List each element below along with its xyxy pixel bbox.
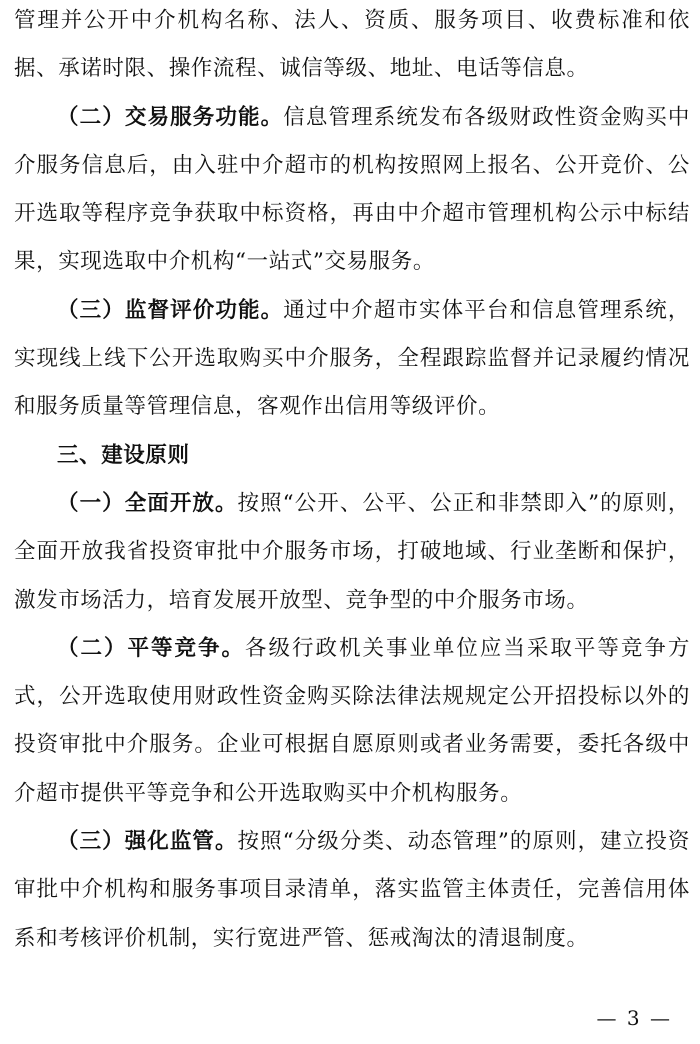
principle-paragraph-open [14,480,690,625]
opening-text: 管理并公开中介机构名称、法人、资质、服务项目、收费标准和依据、承诺时限、操作流程、诚信等级、地址、电话等信息。 [14,8,690,82]
transaction-function-paragraph [14,94,690,287]
supervision-function-body: 通过中介超市实体平台和信息管理系统，实现线上线下公开选取购买中介服务，全程跟踪监督并记录履约情况和服务质量等管理信息，客观作出信用等级评价。 [14,297,690,420]
principle-paragraph-supervision [14,818,690,963]
principle-competition-lead: （二）平等竞争。 [57,635,245,661]
supervision-function-paragraph [14,287,690,432]
principle-open-body: 按照“公开、公平、公正和非禁即入”的原则，全面开放我省投资审批中介服务市场，打破地域、行业垄断和保护，激发市场活力，培育发展开放型、竞争型的中介服务市场。 [14,490,690,613]
page-number: — 3 — [596,1006,672,1030]
transaction-function-body: 信息管理系统发布各级财政性资金购买中介服务信息后，由入驻中介超市的机构按照网上报名、公开竞价、公开选取等程序竞争获取中标资格，再由中介超市管理机构公示中标结果，实现选取中介机构“一站式”交易服务。 [14,104,690,275]
principle-supervision-body: 按照“分级分类、动态管理”的原则，建立投资审批中介机构和服务事项目录清单，落实监管主体责任，完善信用体系和考核评价机制，实行宽进严管、惩戒淘汰的清退制度。 [14,829,690,951]
principle-supervision-lead: （三）强化监管。 [57,829,238,855]
section-heading: 三、建设原则 [57,442,190,468]
document-page [14,0,690,963]
principle-open-lead: （一）全面开放。 [57,490,238,516]
opening-paragraph [14,0,690,94]
transaction-function-lead: （二）交易服务功能。 [57,104,284,130]
principle-paragraph-competition [14,625,690,818]
supervision-function-lead: （三）监督评价功能。 [57,297,284,323]
principle-competition-body: 各级行政机关事业单位应当采取平等竞争方式，公开选取使用财政性资金购买除法律法规规定公开招投标以外的投资审批中介服务。企业可根据自愿原则或者业务需要，委托各级中介超市提供平等竞争和公开选取购买中介机构服务。 [14,635,690,806]
